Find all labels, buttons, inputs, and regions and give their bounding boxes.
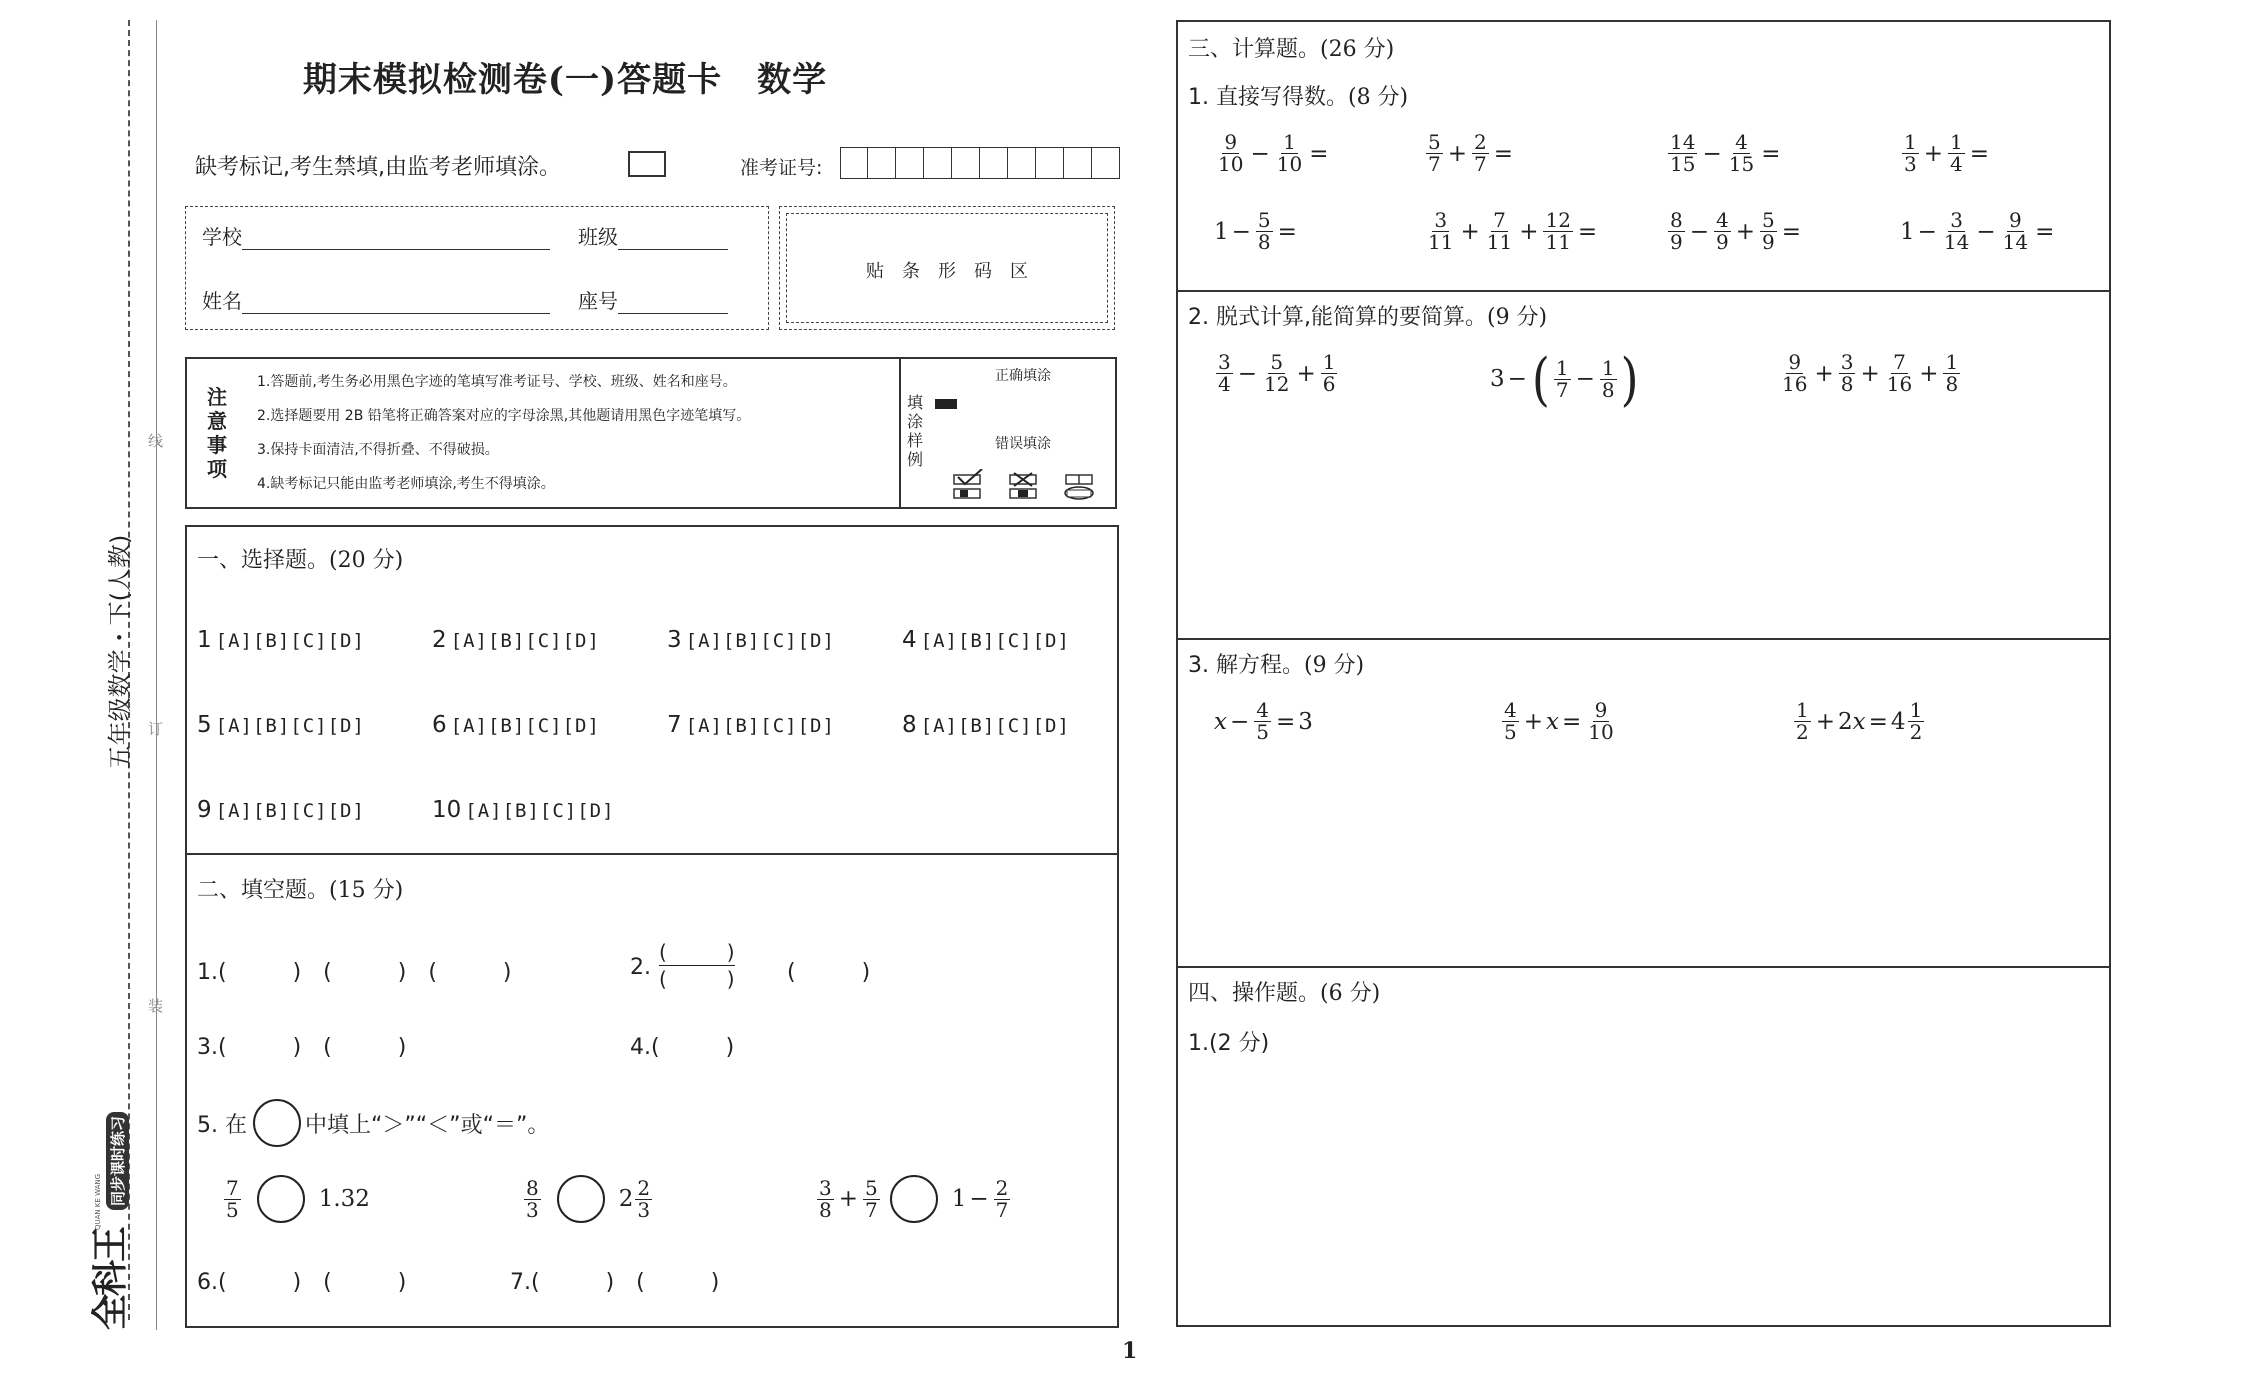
page-title: 期末模拟检测卷(一)答题卡 数学 [302, 60, 828, 100]
page-number: 1 [1122, 1338, 1138, 1364]
notice-item: 4.缺考标记只能由监考老师填涂,考生不得填涂。 [257, 476, 555, 492]
fill-q2-fraction[interactable]: ( ) ( ) [659, 940, 735, 991]
notice-heading: 注 意 事 项 [207, 385, 227, 481]
oral-calc-5: 1 − $\frac{5}{8}$ = [1214, 208, 1297, 254]
section4-title: 四、操作题。(6 分) [1188, 981, 1381, 1006]
choice-q1[interactable]: 1 [A][B][C][D] [197, 627, 365, 653]
choice-q7[interactable]: 7 [A][B][C][D] [667, 712, 835, 738]
fill-q2-blank[interactable]: ( ) [787, 960, 871, 985]
oral-calc-4: 1 3 + $\frac{1}{4}$ = [1904, 130, 1990, 176]
section2-title: 二、填空题。(15 分) [197, 878, 404, 903]
barcode-area [779, 206, 1115, 330]
exam-digit-box[interactable] [1092, 147, 1120, 179]
right-answer-column [1176, 20, 2111, 1327]
wrong-fill-label: 错误填涂 [995, 436, 1051, 452]
exam-digit-box[interactable] [1008, 147, 1036, 179]
correct-fill-sample [935, 399, 957, 409]
fill-q3[interactable]: 3.( ) ( ) [197, 1035, 407, 1060]
name-field[interactable] [242, 293, 550, 314]
compare-item-2: 8 3 2 2 3 [526, 1175, 651, 1222]
cut-mark-line: 线 [148, 432, 164, 450]
fill-q4[interactable]: 4.( ) [630, 1035, 735, 1060]
choice-section [185, 525, 1119, 855]
cut-mark-bind: 装 [148, 997, 164, 1015]
operation-q1: 1.(2 分) [1188, 1031, 1270, 1056]
fill-q7[interactable]: 7.( ) ( ) [510, 1270, 720, 1295]
absent-mark-box[interactable] [628, 151, 666, 177]
exam-digit-box[interactable] [1036, 147, 1064, 179]
fill-section [185, 853, 1119, 1328]
exam-digit-box[interactable] [1064, 147, 1092, 179]
calc-part3-label: 3. 解方程。(9 分) [1188, 653, 1365, 678]
barcode-label: 贴 条 形 码 区 [866, 261, 1028, 282]
stepwise-calc-1: 3 4 − $\frac{5}{12}$ + $\frac{1}{6}$ [1218, 350, 1336, 396]
fill-q6[interactable]: 6.( ) ( ) [197, 1270, 407, 1295]
stepwise-calc-3: 9 16 + $\frac{3}{8}$ + $\frac{7}{16}$ + $\frac{1}{8}$ [1782, 350, 1959, 396]
notice-item: 3.保持卡面清洁,不得折叠、不得破损。 [257, 442, 499, 458]
oral-calc-1: 9 10 − $\frac{1}{10}$ = [1218, 130, 1329, 176]
compare-circle-1[interactable] [257, 1175, 305, 1223]
section3-title: 三、计算题。(26 分) [1188, 37, 1395, 62]
exam-digit-box[interactable] [924, 147, 952, 179]
choice-q2[interactable]: 2 [A][B][C][D] [432, 627, 600, 653]
school-label: 学校 [202, 225, 242, 249]
cut-mark-staple: 订 [148, 720, 164, 738]
compare-circle-icon [253, 1099, 301, 1147]
brand-logo: 全科王 同步课时练习 QUAN KE WANG [72, 1080, 132, 1330]
exam-digit-box[interactable] [840, 147, 868, 179]
seat-field[interactable] [618, 293, 728, 314]
correct-fill-label: 正确填涂 [995, 368, 1051, 384]
equation-1: x − $\frac{4}{5}$ = 3 [1214, 698, 1313, 744]
choice-q8[interactable]: 8 [A][B][C][D] [902, 712, 1070, 738]
name-label: 姓名 [202, 289, 242, 313]
oral-calc-8: 1 − $\frac{3}{14}$ − $\frac{9}{14}$ = [1900, 208, 2055, 254]
equation-3: 1 2 + 2 x = 4 1 2 [1796, 698, 1923, 744]
choice-q6[interactable]: 6 [A][B][C][D] [432, 712, 600, 738]
fill-q1[interactable]: 1.( ) ( ) ( ) [197, 960, 512, 985]
notice-item: 2.选择题要用 2B 铅笔将正确答案对应的字母涂黑,其他题请用黑色字迹笔填写。 [257, 408, 751, 424]
school-field[interactable] [242, 229, 550, 250]
choice-q5[interactable]: 5 [A][B][C][D] [197, 712, 365, 738]
oral-calc-7: 8 9 − $\frac{4}{9}$ + $\frac{5}{9}$ = [1670, 208, 1802, 254]
compare-circle-2[interactable] [557, 1175, 605, 1223]
choice-q4[interactable]: 4 [A][B][C][D] [902, 627, 1070, 653]
compare-circle-3[interactable] [890, 1175, 938, 1223]
wrong-fill-samples [952, 469, 1112, 503]
calc-part1-label: 1. 直接写得数。(8 分) [1188, 85, 1409, 110]
oral-calc-2: 5 7 + $\frac{2}{7}$ = [1428, 130, 1514, 176]
student-info-box [185, 206, 769, 330]
sample-label: 填 涂 样 例 [907, 393, 924, 469]
choice-q3[interactable]: 3 [A][B][C][D] [667, 627, 835, 653]
equation-2: 4 5 + x = $\frac{9}{10}$ [1504, 698, 1614, 744]
exam-digit-box[interactable] [952, 147, 980, 179]
exam-number-boxes [840, 147, 1120, 179]
class-label: 班级 [578, 225, 618, 249]
binding-solid-line [156, 20, 157, 1330]
choice-q9[interactable]: 9 [A][B][C][D] [197, 797, 365, 823]
compare-item-3: 3 8 + $\frac{5}{7}$ 1 − $\frac{2}{7}$ [819, 1175, 1009, 1222]
calc-part2-label: 2. 脱式计算,能简算的要简算。(9 分) [1188, 305, 1548, 330]
choice-q10[interactable]: 10 [A][B][C][D] [432, 797, 615, 823]
oral-calc-3: 14 15 − $\frac{4}{15}$ = [1670, 130, 1781, 176]
class-field[interactable] [618, 229, 728, 250]
exam-digit-box[interactable] [896, 147, 924, 179]
exam-digit-box[interactable] [868, 147, 896, 179]
exam-digit-box[interactable] [980, 147, 1008, 179]
notice-box [185, 357, 1117, 509]
stepwise-calc-2: 3 − ( 1 7 − $\frac{1}{8}$ ) [1490, 345, 1639, 413]
fill-q2-number: 2. [630, 955, 651, 980]
seat-label: 座号 [578, 289, 618, 313]
compare-item-1: 7 5 1.32 [226, 1175, 370, 1222]
section1-title: 一、选择题。(20 分) [197, 548, 404, 573]
exam-number-label: 准考证号: [740, 157, 823, 179]
oral-calc-6: 3 11 + $\frac{7}{11}$ + $\frac{12}{11}$ = [1428, 208, 1598, 254]
absent-mark-label: 缺考标记,考生禁填,由监考老师填涂。 [195, 155, 561, 180]
notice-item: 1.答题前,考生务必用黑色字迹的笔填写准考证号、学校、班级、姓名和座号。 [257, 374, 737, 390]
fill-q5-instruction: 5. 在 中填上“＞”“＜”或“＝”。 [197, 1099, 549, 1147]
